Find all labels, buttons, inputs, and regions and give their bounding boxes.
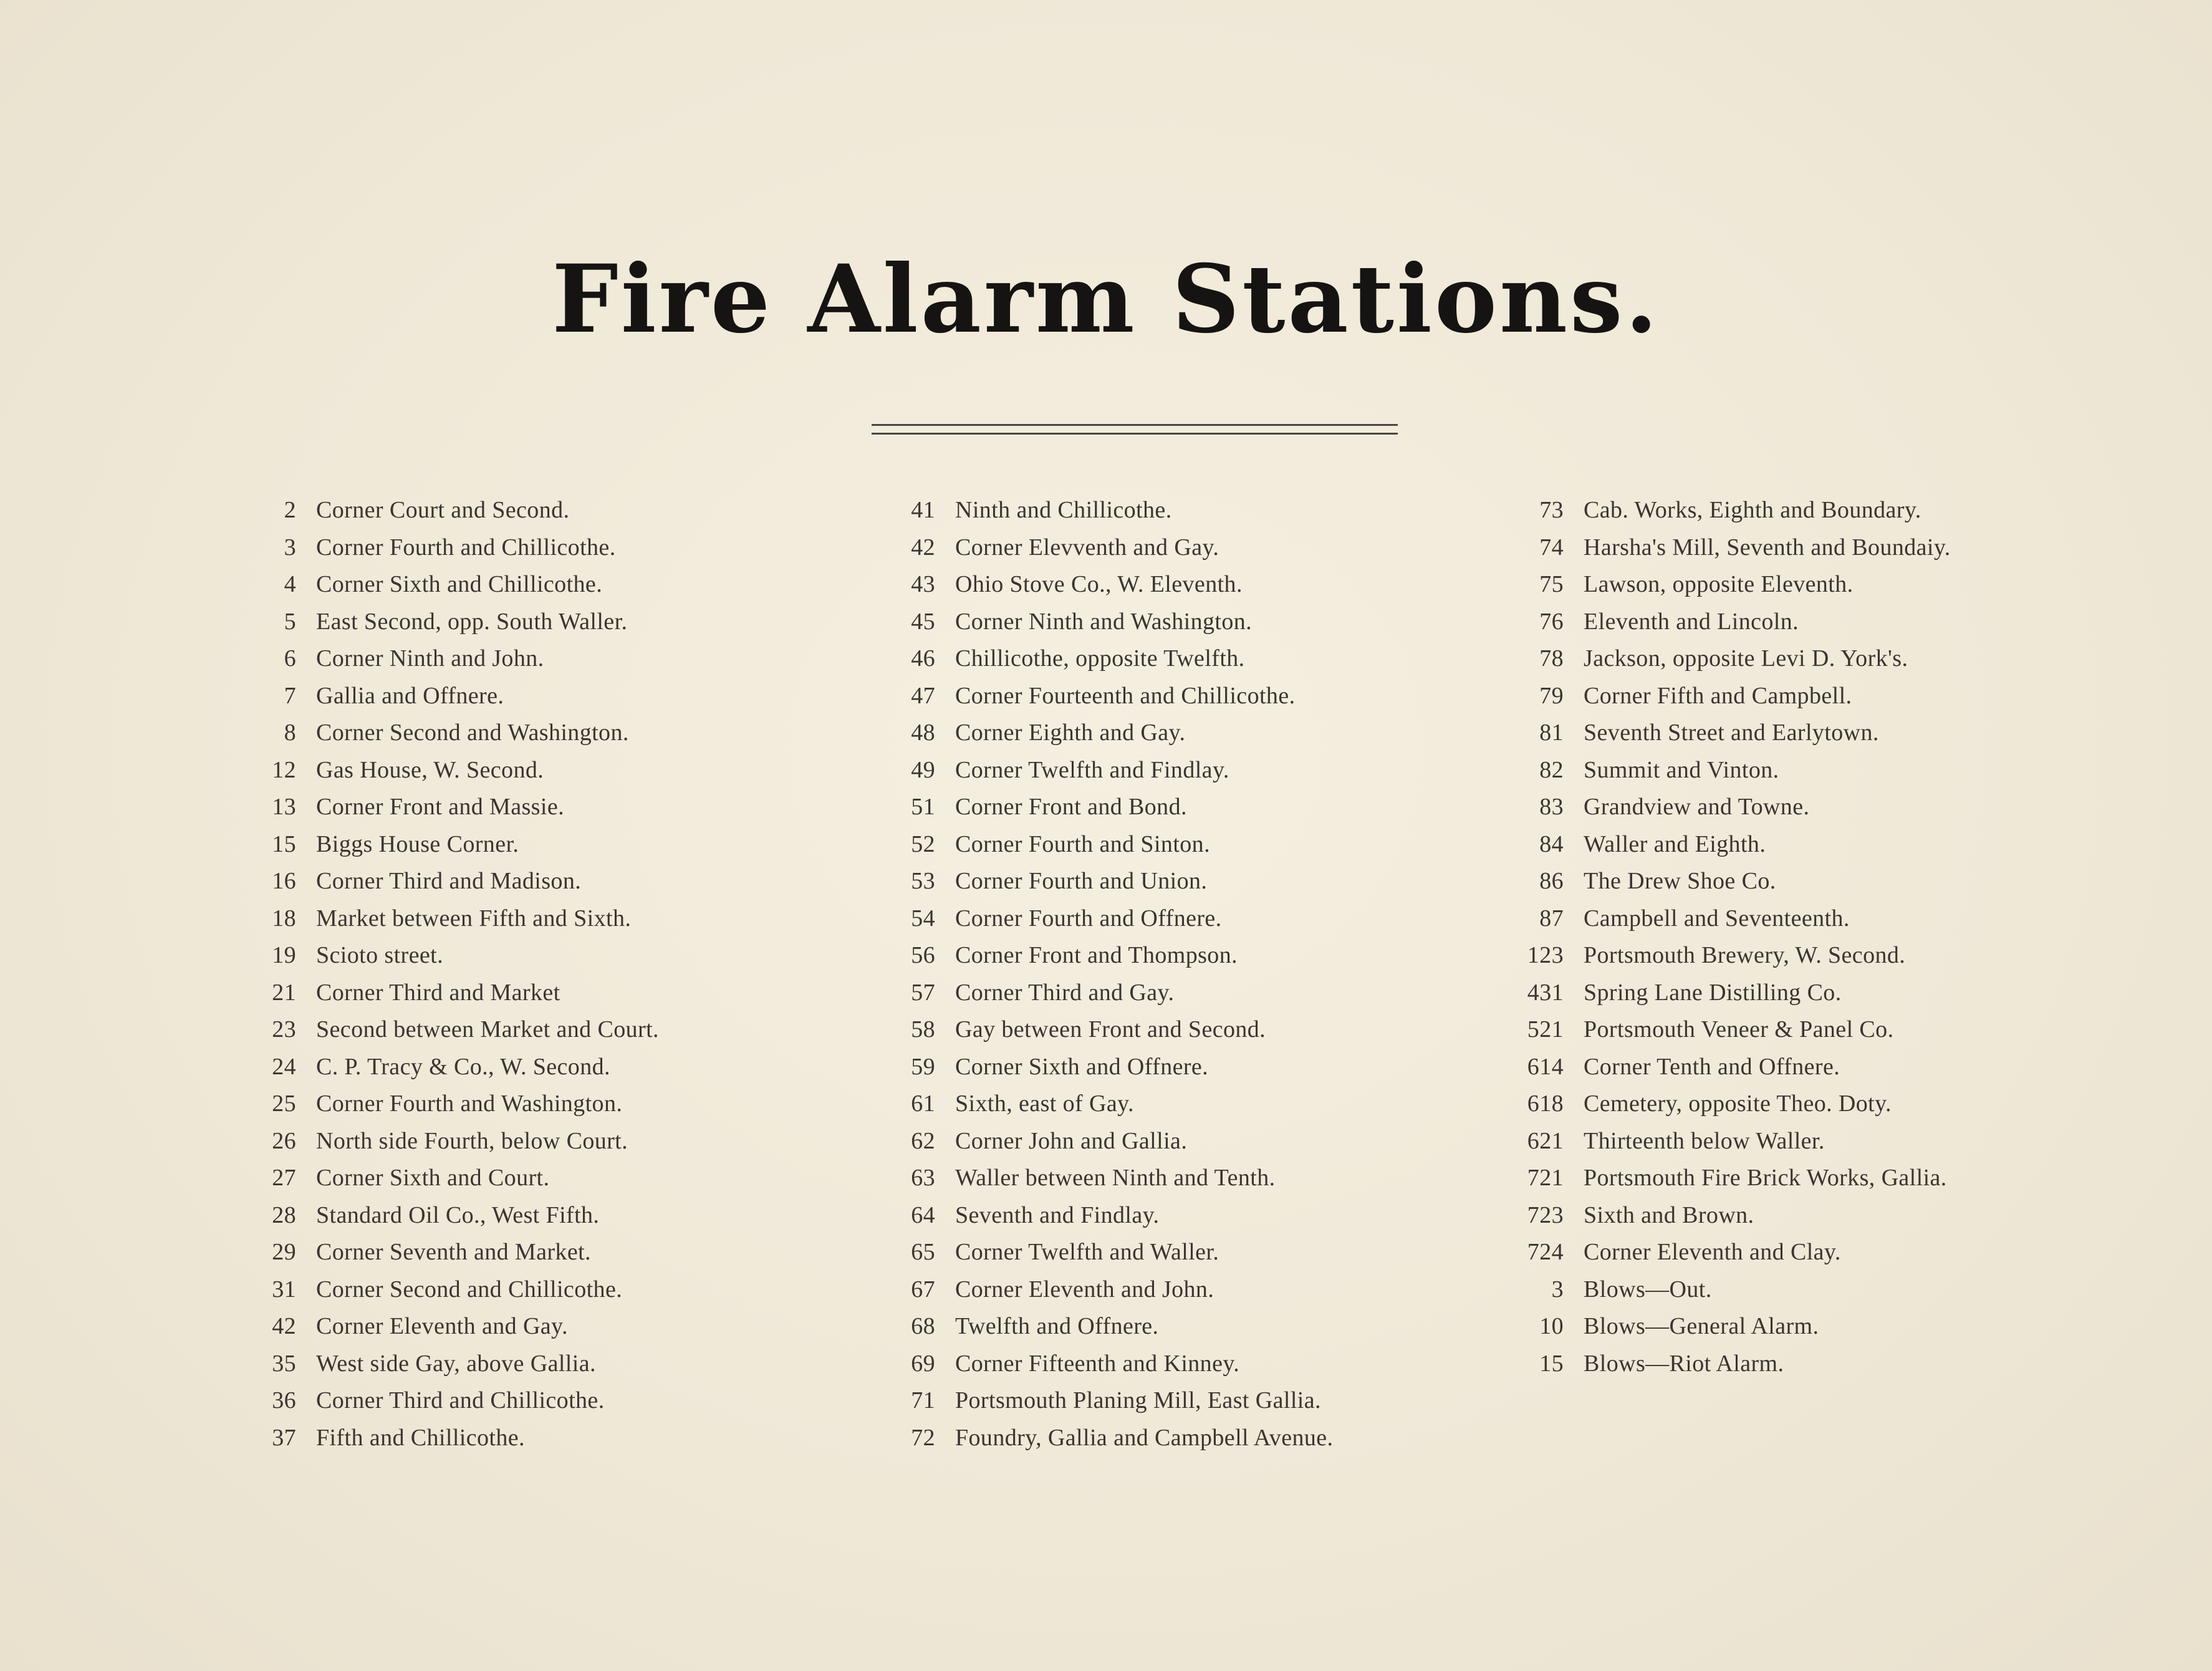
- station-row: [246, 682, 659, 720]
- station-number: 87: [1539, 905, 1564, 932]
- station-number: 81: [1539, 720, 1564, 746]
- station-location: The Drew Shoe Co.: [1584, 868, 1776, 894]
- station-row: [246, 793, 659, 831]
- station-number: 23: [272, 1016, 296, 1043]
- station-number: 47: [911, 682, 935, 709]
- title-rule-bottom: [872, 433, 1398, 435]
- station-number: 18: [272, 905, 296, 932]
- station-number: 36: [272, 1387, 296, 1413]
- station-number: 63: [911, 1165, 935, 1191]
- station-row: [1521, 1016, 1951, 1053]
- station-number: 8: [284, 720, 296, 746]
- station-location: Lawson, opposite Eleventh.: [1584, 571, 1854, 597]
- station-location: Corner Fifth and Campbell.: [1584, 682, 1852, 709]
- station-location: Corner Eleventh and Gay.: [316, 1313, 568, 1339]
- station-location: Corner Third and Chillicothe.: [316, 1387, 605, 1413]
- station-location: Foundry, Gallia and Campbell Avenue.: [955, 1424, 1334, 1451]
- station-number: 69: [911, 1350, 935, 1377]
- station-number: 75: [1539, 571, 1564, 597]
- station-row: [246, 1312, 659, 1350]
- station-row: [885, 831, 1333, 868]
- station-row: [885, 1276, 1333, 1313]
- station-location: Seventh Street and Earlytown.: [1584, 720, 1879, 746]
- station-row: [885, 1090, 1333, 1127]
- station-number: 123: [1527, 942, 1564, 968]
- station-location: Grandview and Towne.: [1584, 794, 1810, 820]
- station-row: [246, 905, 659, 942]
- station-row: [885, 608, 1333, 645]
- station-number: 618: [1527, 1091, 1564, 1117]
- station-number: 2: [284, 497, 296, 523]
- station-number: 13: [272, 794, 296, 820]
- station-location: Corner Sixth and Offnere.: [955, 1053, 1209, 1080]
- station-location: Ninth and Chillicothe.: [955, 497, 1172, 523]
- station-row: [246, 867, 659, 905]
- station-number: 42: [272, 1313, 296, 1339]
- station-location: Chillicothe, opposite Twelfth.: [955, 645, 1245, 672]
- station-number: 621: [1527, 1127, 1564, 1154]
- station-number: 35: [272, 1350, 296, 1377]
- station-location: Blows—General Alarm.: [1584, 1313, 1819, 1339]
- station-row: [1521, 1164, 1951, 1201]
- station-location: East Second, opp. South Waller.: [316, 608, 628, 635]
- station-row: [885, 719, 1333, 756]
- station-location: Thirteenth below Waller.: [1584, 1127, 1825, 1154]
- station-number: 19: [272, 942, 296, 968]
- station-location: Corner Sixth and Chillicothe.: [316, 571, 603, 597]
- station-number: 25: [272, 1091, 296, 1117]
- station-number: 64: [911, 1201, 935, 1228]
- station-location: Corner Fourth and Washington.: [316, 1091, 623, 1117]
- station-row: [246, 1016, 659, 1053]
- station-number: 15: [1539, 1350, 1564, 1377]
- station-number: 724: [1527, 1239, 1564, 1265]
- station-number: 45: [911, 608, 935, 635]
- station-location: North side Fourth, below Court.: [316, 1127, 628, 1154]
- station-number: 15: [272, 831, 296, 857]
- station-number: 721: [1527, 1165, 1564, 1191]
- station-row: [1521, 1238, 1951, 1276]
- station-location: Corner Seventh and Market.: [316, 1239, 591, 1265]
- station-row: [885, 682, 1333, 720]
- station-number: 73: [1539, 497, 1564, 523]
- station-number: 46: [911, 645, 935, 672]
- station-location: Harsha's Mill, Seventh and Boundaiy.: [1584, 534, 1951, 561]
- station-row: [885, 979, 1333, 1016]
- station-row: [1521, 867, 1951, 905]
- station-row: [1521, 645, 1951, 682]
- station-number: 57: [911, 979, 935, 1006]
- station-row: [246, 1127, 659, 1165]
- station-number: 68: [911, 1313, 935, 1339]
- station-row: [885, 1238, 1333, 1276]
- station-row: [1521, 905, 1951, 942]
- station-row: [1521, 1201, 1951, 1239]
- station-row: [246, 571, 659, 608]
- station-row: [1521, 608, 1951, 645]
- station-location: Fifth and Chillicothe.: [316, 1424, 525, 1451]
- station-row: [246, 1276, 659, 1313]
- station-location: Corner Third and Gay.: [955, 979, 1175, 1006]
- title-rule-top: [872, 424, 1398, 426]
- station-number: 16: [272, 868, 296, 894]
- station-location: Cemetery, opposite Theo. Doty.: [1584, 1091, 1892, 1117]
- station-row: [246, 1387, 659, 1424]
- station-location: Corner John and Gallia.: [955, 1127, 1188, 1154]
- station-row: [1521, 719, 1951, 756]
- station-row: [1521, 979, 1951, 1016]
- station-location: Corner Front and Bond.: [955, 794, 1187, 820]
- station-location: Corner Ninth and John.: [316, 645, 544, 672]
- station-row: [1521, 534, 1951, 571]
- station-number: 26: [272, 1127, 296, 1154]
- station-row: [885, 1201, 1333, 1239]
- station-location: Gallia and Offnere.: [316, 682, 504, 709]
- station-number: 28: [272, 1201, 296, 1228]
- station-location: Biggs House Corner.: [316, 831, 519, 857]
- station-row: [885, 793, 1333, 831]
- stations-column-3: [1521, 496, 1951, 1387]
- station-row: [246, 979, 659, 1016]
- station-number: 27: [272, 1165, 296, 1191]
- station-location: Corner Third and Market: [316, 979, 560, 1006]
- station-location: Corner Third and Madison.: [316, 868, 582, 894]
- station-number: 76: [1539, 608, 1564, 635]
- station-row: [1521, 831, 1951, 868]
- station-row: [885, 496, 1333, 534]
- station-number: 431: [1527, 979, 1564, 1006]
- station-location: Corner Front and Thompson.: [955, 942, 1238, 968]
- station-number: 48: [911, 720, 935, 746]
- station-number: 71: [911, 1387, 935, 1413]
- station-number: 723: [1527, 1201, 1564, 1228]
- station-location: Blows—Riot Alarm.: [1584, 1350, 1784, 1377]
- station-location: Gas House, W. Second.: [316, 756, 544, 783]
- station-number: 3: [284, 534, 296, 561]
- station-row: [1521, 756, 1951, 794]
- station-location: Market between Fifth and Sixth.: [316, 905, 632, 932]
- station-location: Twelfth and Offnere.: [955, 1313, 1159, 1339]
- station-location: Corner Fourth and Union.: [955, 868, 1208, 894]
- station-location: Corner Second and Chillicothe.: [316, 1276, 623, 1303]
- station-location: Standard Oil Co., West Fifth.: [316, 1201, 600, 1228]
- station-row: [246, 1090, 659, 1127]
- station-number: 65: [911, 1239, 935, 1265]
- station-location: Spring Lane Distilling Co.: [1584, 979, 1842, 1006]
- station-row: [246, 1424, 659, 1462]
- station-row: [246, 941, 659, 979]
- station-location: Corner Twelfth and Waller.: [955, 1239, 1219, 1265]
- station-row: [885, 571, 1333, 608]
- station-number: 74: [1539, 534, 1564, 561]
- station-number: 59: [911, 1053, 935, 1080]
- station-row: [1521, 1090, 1951, 1127]
- station-number: 61: [911, 1091, 935, 1117]
- station-location: Corner Eighth and Gay.: [955, 720, 1186, 746]
- station-number: 51: [911, 794, 935, 820]
- station-location: Summit and Vinton.: [1584, 756, 1779, 783]
- station-number: 6: [284, 645, 296, 672]
- station-number: 10: [1539, 1313, 1564, 1339]
- station-row: [885, 645, 1333, 682]
- station-location: Corner Court and Second.: [316, 497, 570, 523]
- station-row: [246, 608, 659, 645]
- station-location: Corner Elevventh and Gay.: [955, 534, 1219, 561]
- station-location: C. P. Tracy & Co., W. Second.: [316, 1053, 610, 1080]
- station-location: Campbell and Seventeenth.: [1584, 905, 1850, 932]
- station-row: [246, 1238, 659, 1276]
- station-row: [1521, 1053, 1951, 1091]
- station-row: [885, 941, 1333, 979]
- station-location: Portsmouth Brewery, W. Second.: [1584, 942, 1906, 968]
- station-number: 58: [911, 1016, 935, 1043]
- station-row: [246, 1201, 659, 1239]
- station-row: [885, 1016, 1333, 1053]
- station-row: [885, 1350, 1333, 1387]
- station-number: 84: [1539, 831, 1564, 857]
- station-location: Corner Fourteenth and Chillicothe.: [955, 682, 1296, 709]
- station-row: [246, 831, 659, 868]
- station-row: [1521, 571, 1951, 608]
- station-location: Second between Market and Court.: [316, 1016, 659, 1043]
- station-number: 29: [272, 1239, 296, 1265]
- station-row: [885, 1127, 1333, 1165]
- station-location: Eleventh and Lincoln.: [1584, 608, 1799, 635]
- station-location: Waller and Eighth.: [1584, 831, 1766, 857]
- station-number: 56: [911, 942, 935, 968]
- station-row: [1521, 682, 1951, 720]
- station-location: Corner Twelfth and Findlay.: [955, 756, 1229, 783]
- station-location: Jackson, opposite Levi D. York's.: [1584, 645, 1908, 672]
- station-row: [246, 719, 659, 756]
- station-row: [246, 496, 659, 534]
- station-row: [246, 756, 659, 794]
- station-location: Corner Tenth and Offnere.: [1584, 1053, 1840, 1080]
- station-number: 43: [911, 571, 935, 597]
- station-number: 4: [284, 571, 296, 597]
- station-row: [246, 645, 659, 682]
- station-number: 54: [911, 905, 935, 932]
- station-location: Corner Eleventh and Clay.: [1584, 1239, 1841, 1265]
- page-title: Fire Alarm Stations.: [552, 244, 1660, 354]
- station-number: 67: [911, 1276, 935, 1303]
- station-location: Corner Fourth and Offnere.: [955, 905, 1222, 932]
- station-location: Corner Front and Massie.: [316, 794, 564, 820]
- station-row: [1521, 1276, 1951, 1313]
- station-location: Corner Second and Washington.: [316, 720, 629, 746]
- station-location: West side Gay, above Gallia.: [316, 1350, 596, 1377]
- station-number: 3: [1551, 1276, 1564, 1303]
- station-row: [246, 1053, 659, 1091]
- station-location: Portsmouth Fire Brick Works, Gallia.: [1584, 1165, 1947, 1191]
- station-location: Portsmouth Veneer & Panel Co.: [1584, 1016, 1894, 1043]
- station-row: [246, 1164, 659, 1201]
- station-location: Scioto street.: [316, 942, 444, 968]
- station-row: [885, 756, 1333, 794]
- station-location: Sixth and Brown.: [1584, 1201, 1754, 1228]
- station-number: 53: [911, 868, 935, 894]
- station-row: [885, 867, 1333, 905]
- station-location: Corner Sixth and Court.: [316, 1165, 550, 1191]
- station-row: [885, 1424, 1333, 1462]
- station-row: [1521, 941, 1951, 979]
- station-number: 5: [284, 608, 296, 635]
- station-number: 78: [1539, 645, 1564, 672]
- station-number: 31: [272, 1276, 296, 1303]
- station-number: 72: [911, 1424, 935, 1451]
- station-location: Blows—Out.: [1584, 1276, 1712, 1303]
- station-number: 52: [911, 831, 935, 857]
- station-row: [885, 1053, 1333, 1091]
- station-row: [885, 1387, 1333, 1424]
- station-number: 83: [1539, 794, 1564, 820]
- station-row: [1521, 1312, 1951, 1350]
- station-location: Corner Ninth and Washington.: [955, 608, 1253, 635]
- station-location: Seventh and Findlay.: [955, 1201, 1160, 1228]
- station-row: [885, 1312, 1333, 1350]
- station-row: [885, 905, 1333, 942]
- station-location: Waller between Ninth and Tenth.: [955, 1165, 1276, 1191]
- station-location: Sixth, east of Gay.: [955, 1091, 1134, 1117]
- station-location: Cab. Works, Eighth and Boundary.: [1584, 497, 1921, 523]
- station-location: Corner Eleventh and John.: [955, 1276, 1214, 1303]
- station-number: 614: [1527, 1053, 1564, 1080]
- station-number: 79: [1539, 682, 1564, 709]
- station-location: Portsmouth Planing Mill, East Gallia.: [955, 1387, 1321, 1413]
- station-number: 37: [272, 1424, 296, 1451]
- station-number: 21: [272, 979, 296, 1006]
- station-number: 42: [911, 534, 935, 561]
- station-number: 12: [272, 756, 296, 783]
- station-location: Ohio Stove Co., W. Eleventh.: [955, 571, 1243, 597]
- station-number: 24: [272, 1053, 296, 1080]
- station-row: [1521, 1127, 1951, 1165]
- station-location: Corner Fifteenth and Kinney.: [955, 1350, 1240, 1377]
- station-location: Corner Fourth and Chillicothe.: [316, 534, 616, 561]
- station-number: 62: [911, 1127, 935, 1154]
- station-row: [246, 534, 659, 571]
- station-location: Corner Fourth and Sinton.: [955, 831, 1210, 857]
- station-row: [1521, 1350, 1951, 1387]
- station-row: [885, 534, 1333, 571]
- station-number: 49: [911, 756, 935, 783]
- station-number: 521: [1527, 1016, 1564, 1043]
- station-number: 41: [911, 497, 935, 523]
- station-row: [885, 1164, 1333, 1201]
- station-number: 86: [1539, 868, 1564, 894]
- station-number: 7: [284, 682, 296, 709]
- station-row: [1521, 793, 1951, 831]
- stations-column-1: [246, 496, 659, 1461]
- station-number: 82: [1539, 756, 1564, 783]
- station-row: [246, 1350, 659, 1387]
- station-row: [1521, 496, 1951, 534]
- station-location: Gay between Front and Second.: [955, 1016, 1266, 1043]
- stations-column-2: [885, 496, 1333, 1461]
